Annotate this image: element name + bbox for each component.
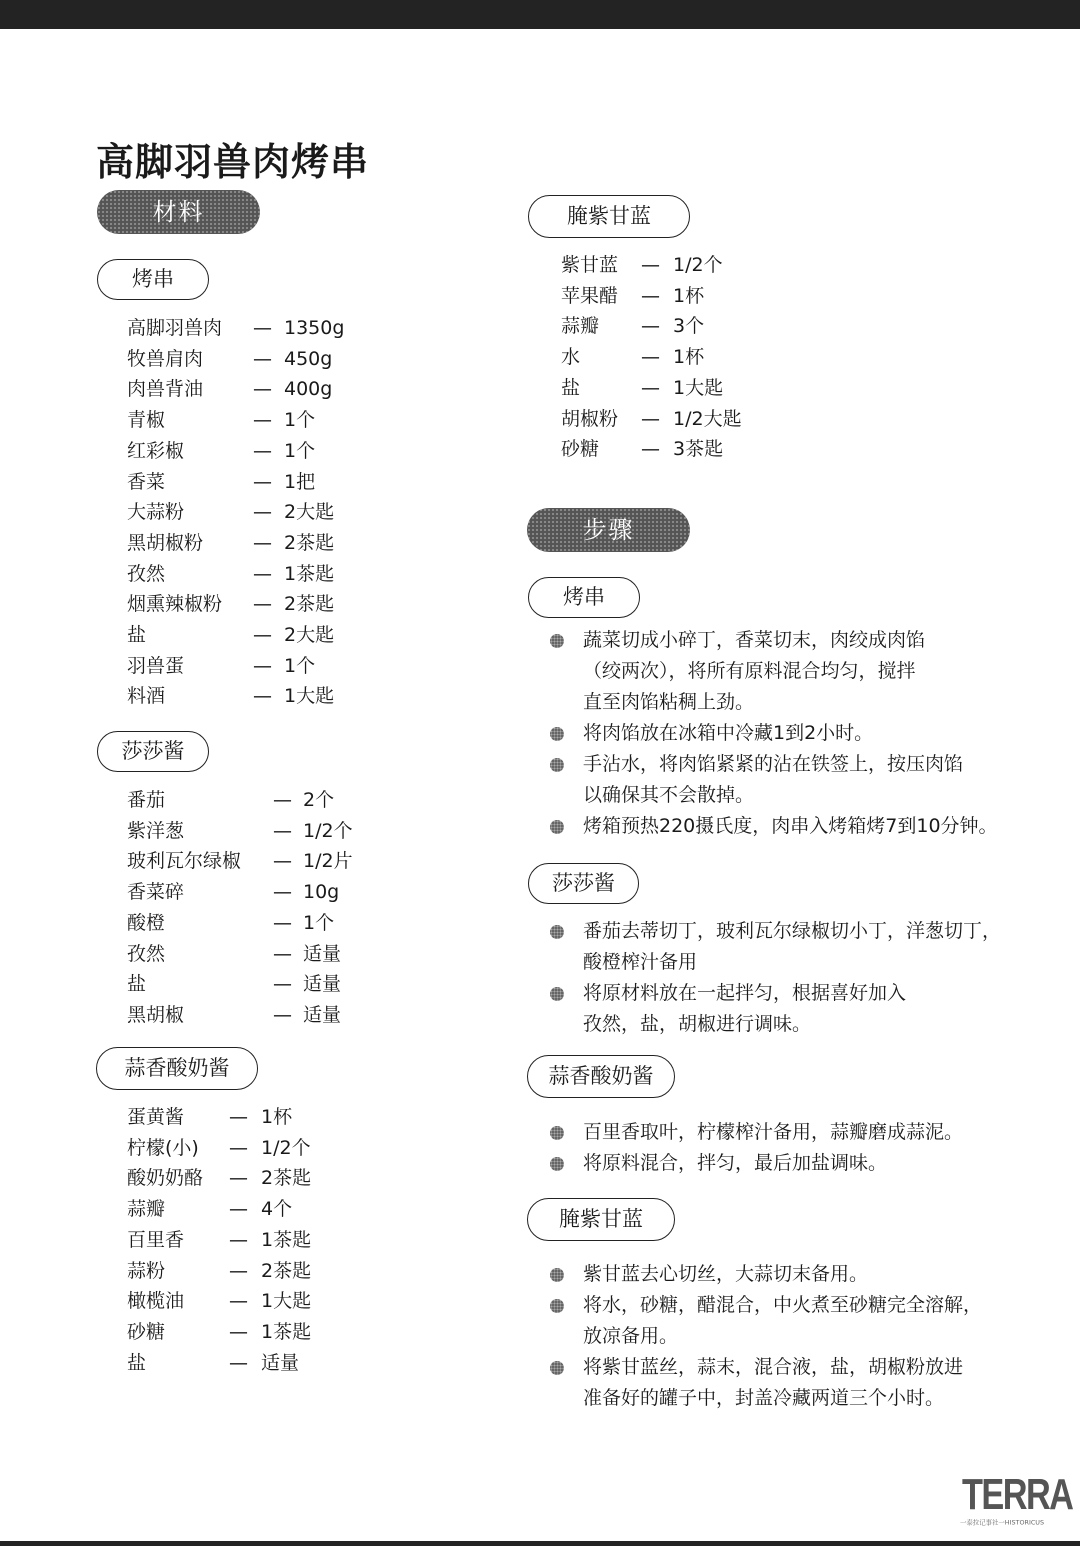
step-text: 蔬菜切成小碎丁，香菜切末，肉绞成肉馅 （绞两次），将所有原料混合均匀，搅拌 直至肉馅粘稠上劲。 <box>583 629 926 713</box>
ingredient-dash: — <box>641 315 660 338</box>
bullet-icon <box>550 987 564 1001</box>
ingredient-name: 盐 <box>127 1351 147 1374</box>
ingredient-qty: 适量 <box>303 942 342 965</box>
ingredient-name: 牧兽肩肉 <box>127 347 204 370</box>
step-text: 番茄去蒂切丁，玻利瓦尔绿椒切小丁，洋葱切丁， 酸橙榨汁备用 <box>583 920 1002 973</box>
logo-brand: TERRA <box>962 1470 1073 1519</box>
ingredient-row <box>127 1256 457 1286</box>
ingredient-dash: — <box>273 942 292 965</box>
ingredient-dash: — <box>229 1106 248 1128</box>
ingredient-dash: — <box>253 378 272 401</box>
ingredient-name: 香菜 <box>127 470 166 493</box>
ingredients-cabbage-label: 腌紫甘蓝 <box>528 195 690 238</box>
ingredient-dash: — <box>273 881 292 904</box>
ingredient-name: 盐 <box>127 973 147 996</box>
ingredient-name: 玻利瓦尔绿椒 <box>127 850 242 873</box>
ingredient-qty: 1茶匙 <box>261 1320 312 1343</box>
ingredient-row <box>127 1317 457 1347</box>
steps-salsa-label: 莎莎酱 <box>528 863 639 904</box>
bullet-icon <box>550 1361 564 1375</box>
step-text: 将肉馅放在冰箱中冷藏1到2小时。 <box>583 722 874 744</box>
ingredient-dash: — <box>229 1259 248 1282</box>
ingredient-dash: — <box>253 531 272 554</box>
ingredient-row <box>127 589 457 619</box>
step-item <box>550 1148 1030 1179</box>
ingredient-name: 黑胡椒 <box>127 1003 185 1026</box>
ingredient-row <box>127 436 457 466</box>
ingredient-dash: — <box>253 685 272 708</box>
ingredient-dash: — <box>641 376 660 399</box>
ingredient-row <box>127 877 457 907</box>
ingredient-qty: 1/2片 <box>303 850 353 873</box>
ingredient-row <box>127 939 457 969</box>
ingredient-row <box>561 281 891 311</box>
ingredient-name: 紫洋葱 <box>127 819 185 842</box>
ingredient-qty: 1个 <box>284 409 316 432</box>
ingredient-name: 大蒜粉 <box>127 501 185 524</box>
ingredient-dash: — <box>273 850 292 873</box>
ingredient-row <box>127 374 457 404</box>
ingredient-qty: 450g <box>284 347 333 370</box>
ingredient-dash: — <box>229 1198 248 1221</box>
ingredient-dash: — <box>229 1167 248 1190</box>
ingredient-dash: — <box>273 1003 292 1026</box>
ingredient-dash: — <box>641 284 660 307</box>
page-title: 高脚羽兽肉烤串 <box>96 140 370 184</box>
ingredient-name: 蛋黄酱 <box>127 1106 185 1128</box>
step-item <box>550 718 1030 749</box>
ingredient-row <box>561 404 891 434</box>
ingredient-row <box>561 250 891 280</box>
ingredient-row <box>561 373 891 403</box>
ingredient-name: 料酒 <box>127 685 166 708</box>
ingredient-row <box>561 342 891 372</box>
ingredient-row <box>127 846 457 876</box>
ingredient-qty: 适量 <box>261 1351 300 1374</box>
ingredient-qty: 1大匙 <box>284 685 335 708</box>
step-item <box>550 1259 1030 1290</box>
step-text: 百里香取叶，柠檬榨汁备用，蒜瓣磨成蒜泥。 <box>583 1121 964 1143</box>
ingredient-qty: 2茶匙 <box>261 1259 312 1282</box>
ingredient-row <box>127 969 457 999</box>
step-text: 紫甘蓝去心切丝，大蒜切末备用。 <box>583 1263 869 1285</box>
ingredient-row <box>127 1225 457 1255</box>
ingredient-name: 水 <box>561 346 581 369</box>
ingredient-name: 酸奶奶酪 <box>127 1167 204 1190</box>
ingredient-dash: — <box>229 1136 248 1159</box>
ingredient-dash: — <box>273 911 292 934</box>
ingredient-qty: 10g <box>303 881 340 904</box>
bullet-icon <box>550 820 564 834</box>
ingredient-qty: 1把 <box>284 470 316 493</box>
ingredient-qty: 1个 <box>303 911 335 934</box>
ingredient-dash: — <box>253 439 272 462</box>
ingredient-name: 百里香 <box>127 1228 185 1251</box>
ingredient-row <box>127 497 457 527</box>
ingredient-dash: — <box>641 407 660 430</box>
ingredient-name: 盐 <box>127 624 147 646</box>
step-item <box>550 811 1030 842</box>
ingredient-qty: 400g <box>284 378 333 401</box>
steps-skewer-label: 烤串 <box>528 577 640 618</box>
ingredient-name: 酸橙 <box>127 911 166 934</box>
ingredient-name: 砂糖 <box>561 438 600 461</box>
step-text: 手沾水，将肉馅紧紧的沾在铁签上，按压肉馅 以确保其不会散掉。 <box>583 753 964 806</box>
bullet-icon <box>550 758 564 772</box>
ingredients-skewer-label: 烤串 <box>97 259 209 300</box>
ingredient-row <box>127 620 457 650</box>
steps-header: 步骤 <box>527 508 690 552</box>
ingredient-qty: 1杯 <box>673 284 705 307</box>
ingredient-name: 番茄 <box>127 789 166 811</box>
ingredient-name: 蒜粉 <box>127 1259 166 1282</box>
ingredient-qty: 适量 <box>303 1003 342 1026</box>
ingredient-row <box>127 1194 457 1224</box>
ingredient-qty: 1茶匙 <box>284 562 335 585</box>
ingredient-dash: — <box>641 438 660 461</box>
ingredient-dash: — <box>273 789 292 811</box>
ingredient-dash: — <box>273 973 292 996</box>
ingredient-qty: 2茶匙 <box>284 593 335 616</box>
ingredient-name: 蒜瓣 <box>561 315 600 338</box>
ingredient-qty: 2茶匙 <box>261 1167 312 1190</box>
ingredient-row <box>127 681 457 711</box>
ingredients-salsa-label: 莎莎酱 <box>97 731 209 772</box>
ingredient-dash: — <box>253 409 272 432</box>
steps-cabbage-label: 腌紫甘蓝 <box>527 1198 675 1241</box>
ingredients-yogurt-label: 蒜香酸奶酱 <box>96 1047 258 1090</box>
bullet-icon <box>550 1299 564 1313</box>
ingredient-row <box>127 467 457 497</box>
ingredient-row <box>127 785 457 815</box>
ingredient-name: 苹果醋 <box>561 284 619 307</box>
step-text: 将原料混合，拌匀，最后加盐调味。 <box>583 1152 888 1174</box>
ingredient-qty: 2茶匙 <box>284 531 335 554</box>
ingredient-qty: 2大匙 <box>284 501 335 524</box>
ingredient-dash: — <box>253 562 272 585</box>
ingredient-dash: — <box>253 654 272 677</box>
ingredient-dash: — <box>253 501 272 524</box>
step-item <box>550 978 1030 1040</box>
ingredient-dash: — <box>253 317 272 339</box>
ingredient-qty: 2大匙 <box>284 624 335 646</box>
bottom-bar <box>0 1541 1080 1546</box>
ingredient-qty: 2个 <box>303 789 335 811</box>
step-text: 将原材料放在一起拌匀，根据喜好加入 孜然，盐，胡椒进行调味。 <box>583 982 907 1035</box>
ingredient-name: 高脚羽兽肉 <box>127 317 223 339</box>
ingredient-row <box>127 816 457 846</box>
bullet-icon <box>550 925 564 939</box>
ingredient-name: 胡椒粉 <box>561 407 619 430</box>
ingredient-qty: 1350g <box>284 317 345 339</box>
steps-yogurt-label: 蒜香酸奶酱 <box>527 1055 675 1098</box>
ingredient-qty: 1个 <box>284 654 316 677</box>
ingredient-dash: — <box>253 624 272 646</box>
ingredient-row <box>561 434 891 464</box>
materials-header: 材料 <box>97 190 260 234</box>
ingredient-row <box>127 1133 457 1163</box>
step-text: 烤箱预热220摄氏度，肉串入烤箱烤7到10分钟。 <box>583 815 998 837</box>
ingredient-name: 黑胡椒粉 <box>127 531 204 554</box>
ingredient-name: 香菜碎 <box>127 881 185 904</box>
ingredient-row <box>127 1286 457 1316</box>
bullet-icon <box>550 1268 564 1282</box>
ingredient-dash: — <box>641 346 660 369</box>
ingredient-qty: 适量 <box>303 973 342 996</box>
ingredient-row <box>127 344 457 374</box>
ingredient-dash: — <box>253 470 272 493</box>
ingredient-row <box>127 1102 457 1132</box>
ingredient-qty: 1/2个 <box>261 1136 311 1159</box>
ingredient-dash: — <box>253 347 272 370</box>
ingredient-row <box>127 405 457 435</box>
logo-tagline: 一泰拉记事社一HISTORICUS <box>960 1518 1045 1526</box>
ingredient-name: 盐 <box>561 376 581 399</box>
ingredient-qty: 3个 <box>673 315 705 338</box>
ingredient-row <box>127 1163 457 1193</box>
ingredient-qty: 1个 <box>284 439 316 462</box>
step-item <box>550 1290 1030 1352</box>
ingredient-qty: 1杯 <box>261 1106 293 1128</box>
ingredient-qty: 1大匙 <box>261 1290 312 1313</box>
ingredient-row <box>561 311 891 341</box>
ingredient-row <box>127 528 457 558</box>
ingredient-name: 青椒 <box>127 409 166 432</box>
ingredient-dash: — <box>253 593 272 616</box>
ingredient-qty: 1大匙 <box>673 376 724 399</box>
ingredient-dash: — <box>229 1351 248 1374</box>
ingredient-dash: — <box>229 1320 248 1343</box>
ingredient-qty: 1/2大匙 <box>673 407 742 430</box>
bullet-icon <box>550 1126 564 1140</box>
ingredient-dash: — <box>229 1228 248 1251</box>
ingredient-name: 柠檬(小) <box>127 1136 199 1159</box>
ingredient-name: 烟熏辣椒粉 <box>127 593 223 616</box>
ingredient-name: 紫甘蓝 <box>561 254 619 276</box>
step-text: 将水，砂糖，醋混合，中火煮至砂糖完全溶解， 放凉备用。 <box>583 1294 983 1347</box>
step-item <box>550 916 1030 978</box>
ingredient-name: 孜然 <box>127 562 166 585</box>
ingredient-row <box>127 908 457 938</box>
bullet-icon <box>550 1157 564 1171</box>
ingredient-row <box>127 651 457 681</box>
ingredient-qty: 4个 <box>261 1198 293 1221</box>
ingredient-qty: 1茶匙 <box>261 1228 312 1251</box>
top-bar <box>0 0 1080 29</box>
step-item <box>550 625 1030 718</box>
ingredient-row <box>127 313 457 343</box>
step-item <box>550 1352 1030 1414</box>
ingredient-name: 橄榄油 <box>127 1290 185 1313</box>
terra-logo <box>958 1470 1073 1530</box>
ingredient-qty: 1/2个 <box>303 819 353 842</box>
ingredient-dash: — <box>229 1290 248 1313</box>
ingredient-name: 肉兽背油 <box>127 378 204 401</box>
step-item <box>550 749 1030 811</box>
ingredient-dash: — <box>641 254 660 276</box>
step-text: 将紫甘蓝丝，蒜末，混合液，盐，胡椒粉放进 准备好的罐子中，封盖冷藏两道三个小时。 <box>583 1356 964 1409</box>
ingredient-dash: — <box>273 819 292 842</box>
ingredient-qty: 1杯 <box>673 346 705 369</box>
step-item <box>550 1117 1030 1148</box>
bullet-icon <box>550 634 564 648</box>
ingredient-row <box>127 1000 457 1030</box>
ingredient-qty: 3茶匙 <box>673 438 724 461</box>
bullet-icon <box>550 727 564 741</box>
ingredient-name: 红彩椒 <box>127 439 185 462</box>
ingredient-name: 蒜瓣 <box>127 1198 166 1221</box>
ingredient-row <box>127 559 457 589</box>
ingredient-row <box>127 1348 457 1378</box>
ingredient-name: 羽兽蛋 <box>127 654 185 677</box>
ingredient-name: 孜然 <box>127 942 166 965</box>
ingredient-name: 砂糖 <box>127 1320 166 1343</box>
ingredient-qty: 1/2个 <box>673 254 723 276</box>
